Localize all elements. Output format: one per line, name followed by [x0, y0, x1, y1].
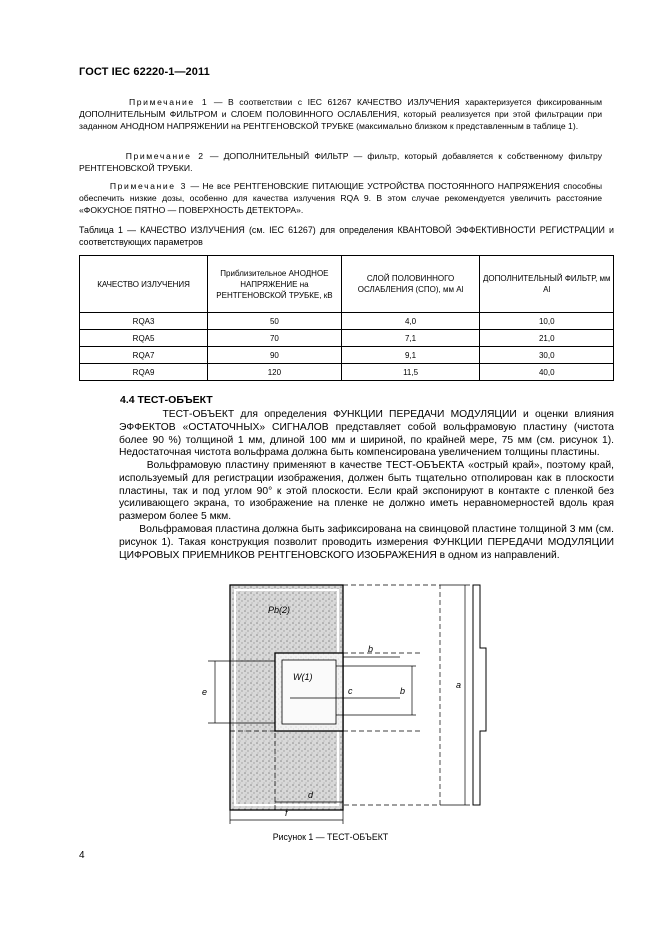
table-header-cell: Приблизительное АНОДНОЕ НАПРЯЖЕНИЕ на РЕНТГЕНОВСКОЙ ТРУБКЕ, кВ	[208, 256, 342, 313]
table-header-cell: СЛОЙ ПОЛОВИННОГО ОСЛАБЛЕНИЯ (СПО), мм Al	[341, 256, 480, 313]
table-header-cell: КАЧЕСТВО ИЗЛУЧЕНИЯ	[80, 256, 208, 313]
table-cell: 120	[208, 364, 342, 381]
dim-f-label: f	[285, 808, 288, 818]
section-title: 4.4 ТЕСТ-ОБЪЕКТ	[120, 394, 213, 406]
document-header: ГОСТ IEC 62220-1—2011	[79, 66, 210, 78]
table-cell: 4,0	[341, 313, 480, 330]
note-1	[79, 96, 602, 132]
table-cell: 30,0	[480, 347, 614, 364]
table-row	[80, 313, 614, 330]
tungsten-plate-inner	[282, 660, 336, 724]
note-2	[79, 150, 602, 174]
table-row	[80, 347, 614, 364]
figure-caption: Рисунок 1 — ТЕСТ-ОБЪЕКТ	[272, 832, 389, 842]
table-cell: RQA7	[80, 347, 208, 364]
w-label: W(1)	[293, 672, 313, 682]
dashed-outline	[343, 585, 440, 805]
pb-label: Pb(2)	[268, 605, 291, 615]
paragraph-2	[119, 460, 614, 524]
paragraph-3	[119, 524, 614, 562]
table-cell: 9,1	[341, 347, 480, 364]
table-cell: 40,0	[480, 364, 614, 381]
test-object-figure	[190, 580, 500, 825]
note-3	[79, 180, 602, 216]
table-cell: RQA9	[80, 364, 208, 381]
table-cell: 10,0	[480, 313, 614, 330]
dim-a-label: a	[456, 680, 462, 690]
radiation-quality-table	[79, 255, 614, 381]
side-view	[473, 585, 486, 805]
table-cell: 21,0	[480, 330, 614, 347]
page-number: 4	[79, 850, 85, 861]
table-cell: 11,5	[341, 364, 480, 381]
paragraph-1	[119, 409, 614, 460]
dim-b-top-label: b	[368, 644, 374, 654]
table-header-cell: ДОПОЛНИТЕЛЬНЫЙ ФИЛЬТР, мм Al	[480, 256, 614, 313]
dim-b-right-label: b	[400, 686, 406, 696]
note-2-text: — ДОПОЛНИТЕЛЬНЫЙ ФИЛЬТР — фильтр, который добавляется к собственному фильтру РЕНТГЕНОВСКОЙ ТРУБКИ.	[79, 151, 603, 173]
table-cell: 90	[208, 347, 342, 364]
dim-d-label: d	[308, 790, 314, 800]
table-cell: RQA3	[80, 313, 208, 330]
paragraph-3-text: Вольфрамовая пластина должна быть зафиксирована на свинцовой пластине толщиной 3 мм (см. рисунок 1). Такая конструкция позволит проводить измерения ФУНКЦИИ ПЕРЕДАЧИ МОДУЛЯЦИИ ЦИФРОВЫХ ПРИЕМНИКОВ РЕНТГЕНОВСКОГО ИЗОБРАЖЕНИЯ в одном из направлений.	[119, 524, 614, 561]
paragraph-2-text: Вольфрамовую пластину применяют в качестве ТЕСТ-ОБЪЕКТА «острый край», поэтому край, используемый для регистрации изображения, должен быть тщательно отполирован как в плоскости пластины, так и под углом 90° к этой плоскости. Если край экспонируют в контакте с пленкой без усиливающего экрана, то изображение на пленке не должно иметь неравномерностей вдоль края размером более 5 мкм.	[119, 460, 614, 523]
dim-c-label: c	[348, 686, 353, 696]
note-3-text: — Не все РЕНТГЕНОВСКИЕ ПИТАЮЩИЕ УСТРОЙСТВА ПОСТОЯННОГО НАПРЯЖЕНИЯ способны обеспечить низкие дозы, особенно для качества излучения RQA 9. В этом случае рекомендуется увеличить расстояние «ФОКУСНОЕ ПЯТНО — ПОВЕРХНОСТЬ ДЕТЕКТОРА».	[79, 181, 602, 215]
table-cell: 50	[208, 313, 342, 330]
dim-e-label: e	[202, 687, 208, 697]
table-row	[80, 364, 614, 381]
table-caption: Таблица 1 — КАЧЕСТВО ИЗЛУЧЕНИЯ (см. IEC 61267) для определения КВАНТОВОЙ ЭФФЕКТИВНОСТИ РЕГИСТРАЦИИ и соответствующих параметров	[79, 225, 614, 247]
note-3-lead: Примечание 3	[109, 181, 188, 191]
note-1-text: — В соответствии с IEC 61267 КАЧЕСТВО ИЗЛУЧЕНИЯ характеризуется фиксированным ДОПОЛНИТЕЛЬНЫМ ФИЛЬТРОМ и СЛОЕМ ПОЛОВИННОГО ОСЛАБЛЕНИЯ, который реализуется при этой фильтрации при заданном АНОДНОМ НАПРЯЖЕНИИ на РЕНТГЕНОВСКОЙ ТРУБКЕ (максимально близком к представленным в таблице 1).	[79, 97, 602, 131]
note-2-lead: Примечание 2	[125, 151, 205, 161]
table-header-row	[80, 256, 614, 313]
table-row	[80, 330, 614, 347]
table-cell: 70	[208, 330, 342, 347]
table-cell: RQA5	[80, 330, 208, 347]
note-1-lead: Примечание 1	[129, 97, 209, 107]
table-cell: 7,1	[341, 330, 480, 347]
paragraph-1-text: ТЕСТ-ОБЪЕКТ для определения ФУНКЦИИ ПЕРЕДАЧИ МОДУЛЯЦИИ и оценки влияния ЭФФЕКТОВ «ОСТАТОЧНЫХ» СИГНАЛОВ представляет собой вольфрамовую пластину (чистота более 90 %) толщиной 1 мм, длиной 100 мм и шириной, по крайней мере, 75 мм (см. рисунок 1). Недостаточная чистота вольфрама должна быть компенсирована увеличением толщины пластины.	[119, 409, 614, 459]
